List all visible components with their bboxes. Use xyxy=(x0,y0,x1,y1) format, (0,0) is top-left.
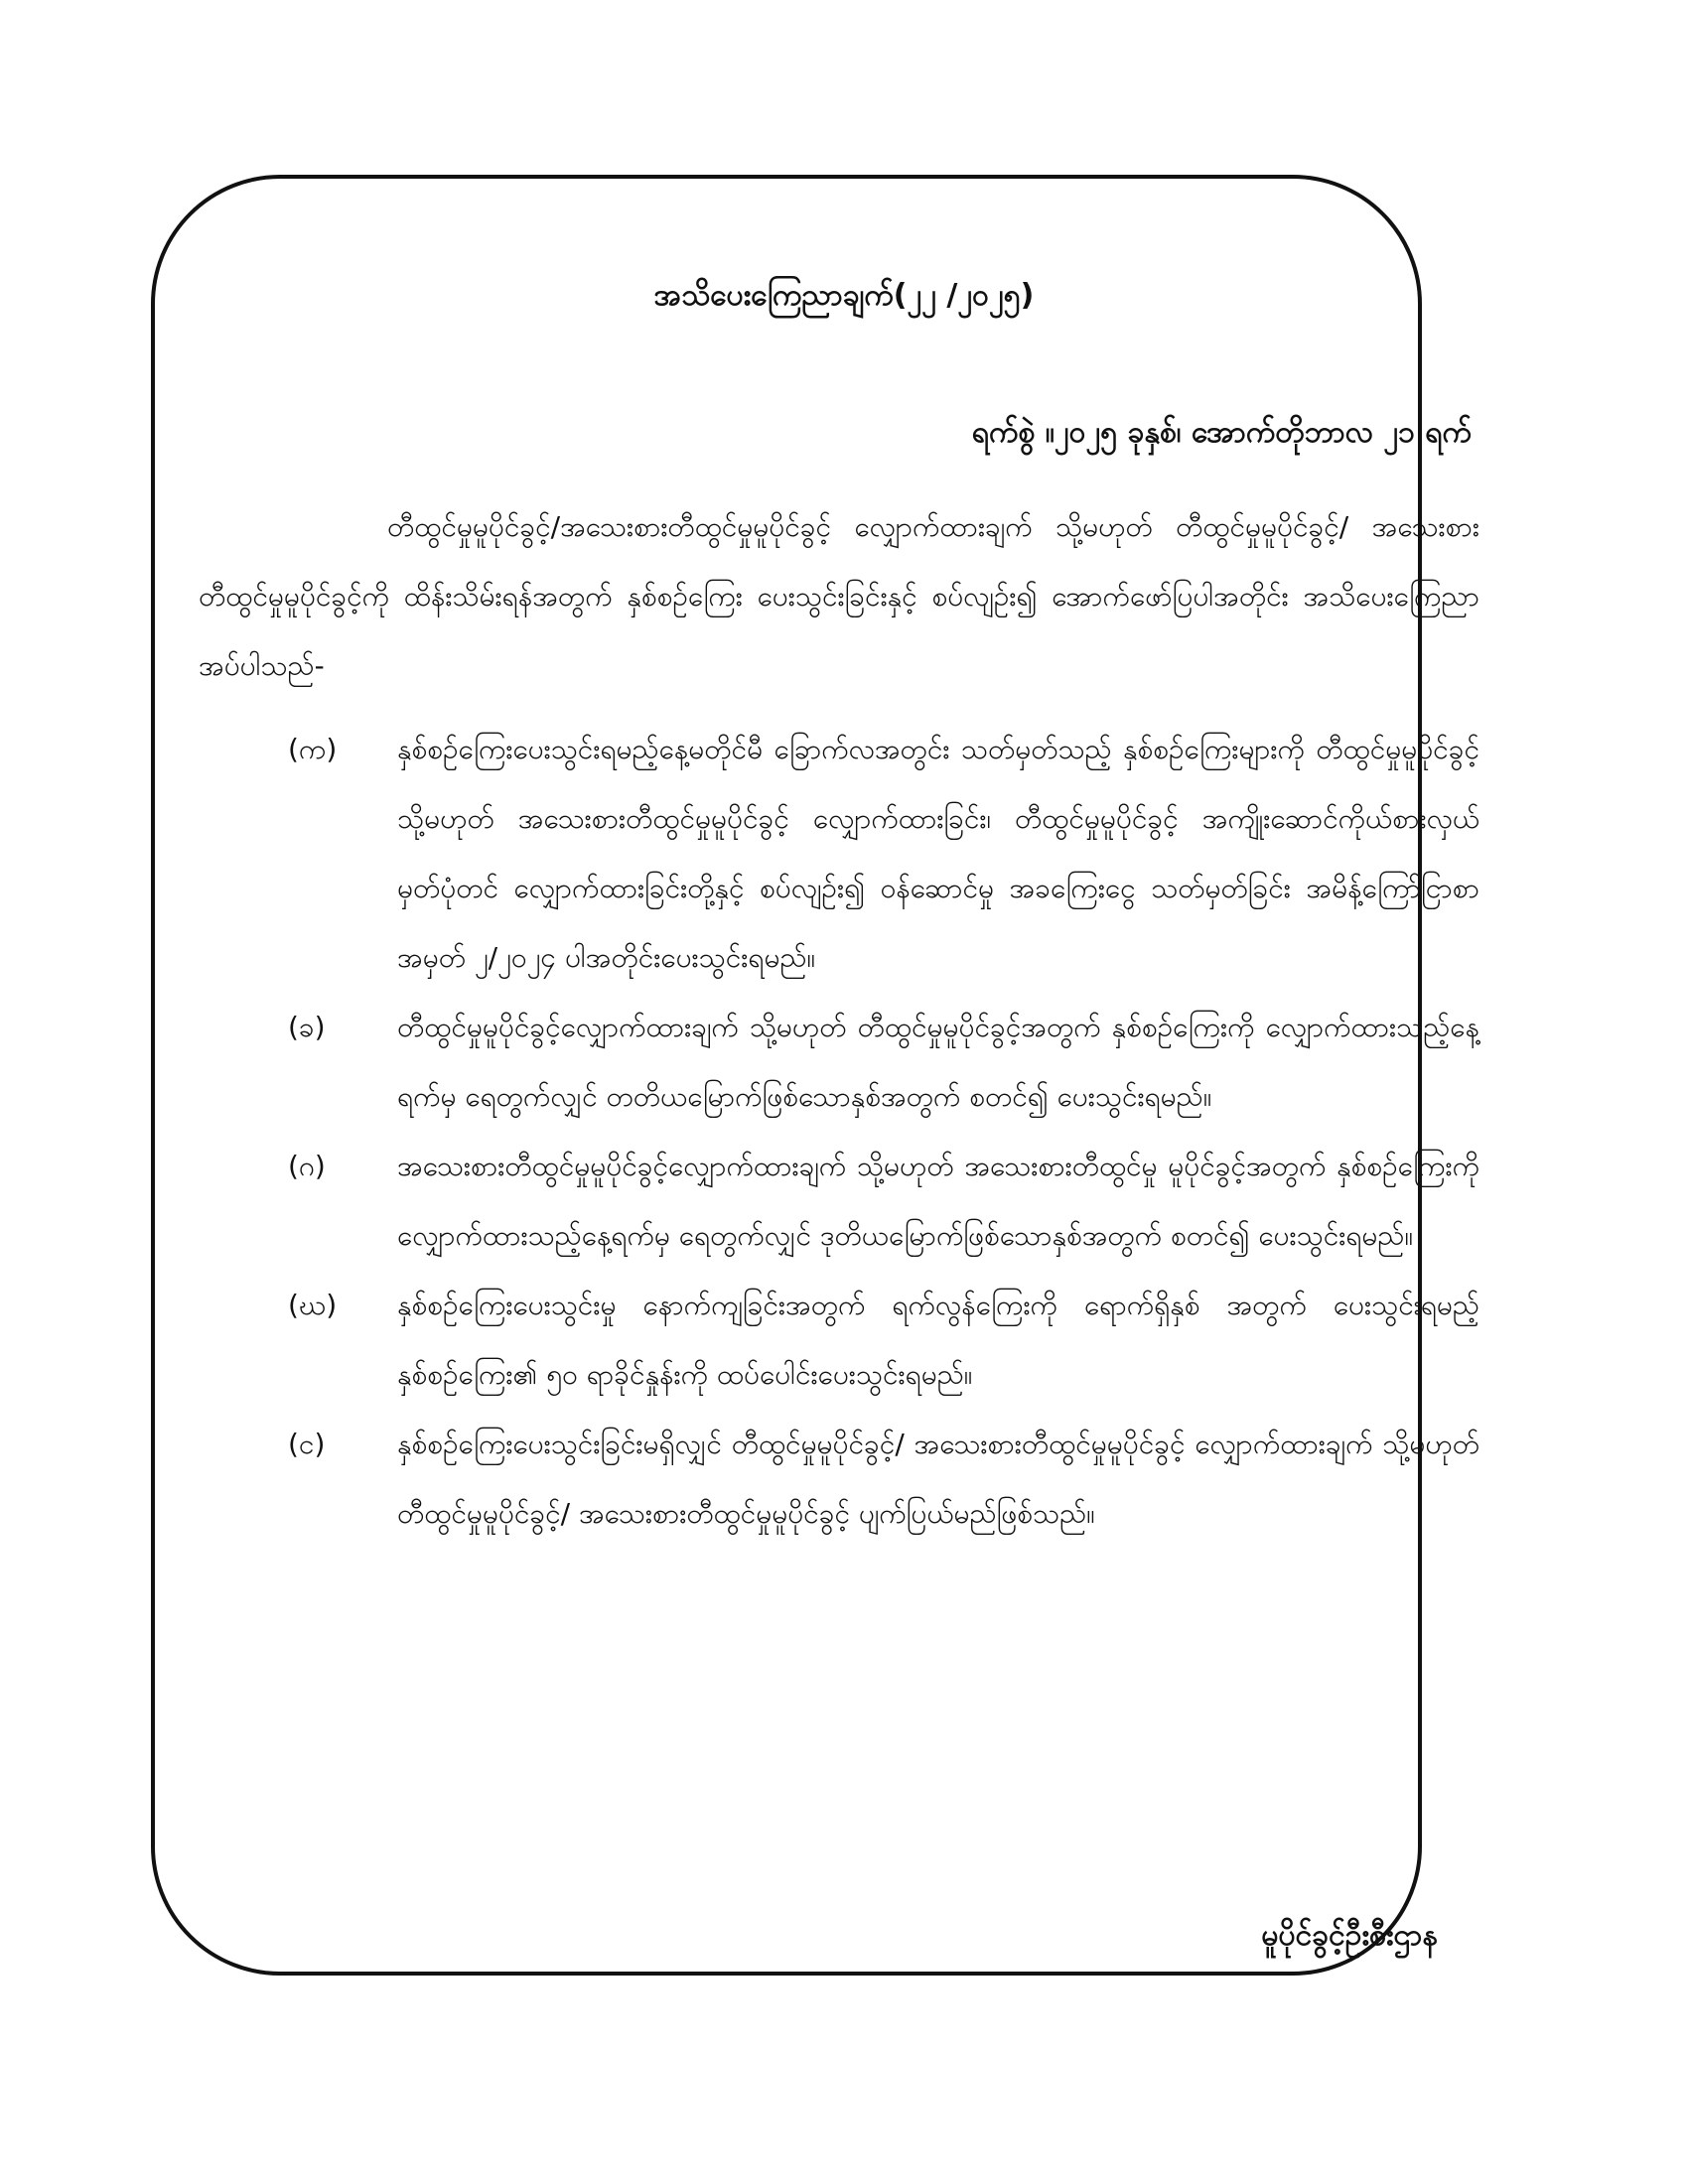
intro-paragraph: တီထွင်မှုမူပိုင်ခွင့်/အသေးစားတီထွင်မှုမူပိုင်ခွင့် လျှောက်ထားချက် သို့မဟုတ် တီထွင်မှုမူပိုင်ခွင့်/ အသေးစားတီထွင်မှုမူပိုင်ခွင့်ကို ထိန်းသိမ်းရန်အတွက် နှစ်စဉ်ကြေး ပေးသွင်းခြင်းနှင့် စပ်လျဉ်း၍ အောက်ဖော်ပြပါအတိုင်း အသိပေးကြေညာအပ်ပါသည်- xyxy=(199,510,1479,682)
list-item xyxy=(288,1132,1479,1271)
item-text: နှစ်စဉ်ကြေးပေးသွင်းရမည့်နေ့မတိုင်မီ ခြောက်လအတွင်း သတ်မှတ်သည့် နှစ်စဉ်ကြေးများကို တီထွင်မှုမူပိုင်ခွင့် သို့မဟုတ် အသေးစားတီထွင်မှုမူပိုင်ခွင့် လျှောက်ထားခြင်း၊ တီထွင်မှုမူပိုင်ခွင့် အကျိုးဆောင်ကိုယ်စားလှယ် မှတ်ပုံတင် လျှောက်ထားခြင်းတို့နှင့် စပ်လျဉ်း၍ ဝန်ဆောင်မှု အခကြေးငွေ သတ်မှတ်ခြင်း အမိန့်ကြော်ငြာစာအမှတ် ၂/၂၀၂၄ ပါအတိုင်းပေးသွင်းရမည်။ xyxy=(397,733,1479,974)
list-item xyxy=(288,993,1479,1132)
signature-department: မူပိုင်ခွင့်ဦးစီးဌာန xyxy=(1261,1918,1438,1953)
item-label: (က) xyxy=(288,733,338,765)
notice-date: ရက်စွဲ ။၂၀၂၅ ခုနှစ်၊ အောက်တိုဘာလ ၂၁ ရက် xyxy=(971,415,1472,450)
list-item xyxy=(288,1410,1479,1549)
item-label: (ခ) xyxy=(288,1011,326,1043)
notice-items-list xyxy=(288,715,1479,1549)
item-text: အသေးစားတီထွင်မှုမူပိုင်ခွင့်လျှောက်ထားချက် သို့မဟုတ် အသေးစားတီထွင်မှု မူပိုင်ခွင့်အတွက် နှစ်စဉ်ကြေးကို လျှောက်ထားသည့်နေ့ရက်မှ ရေတွက်လျှင် ဒုတိယမြောက်ဖြစ်သောနှစ်အတွက် စတင်၍ ပေးသွင်းရမည်။ xyxy=(397,1150,1479,1252)
list-item xyxy=(288,715,1479,993)
item-text: နှစ်စဉ်ကြေးပေးသွင်းခြင်းမရှိလျှင် တီထွင်မှုမူပိုင်ခွင့်/ အသေးစားတီထွင်မှုမူပိုင်ခွင့် လျှောက်ထားချက် သို့မဟုတ် တီထွင်မှုမူပိုင်ခွင့်/ အသေးစားတီထွင်မှုမူပိုင်ခွင့် ပျက်ပြယ်မည်ဖြစ်သည်။ xyxy=(397,1428,1479,1530)
list-item xyxy=(288,1271,1479,1410)
item-label: (ဃ) xyxy=(288,1289,338,1321)
item-text: တီထွင်မှုမူပိုင်ခွင့်လျှောက်ထားချက် သို့မဟုတ် တီထွင်မှုမူပိုင်ခွင့်အတွက် နှစ်စဉ်ကြေးကို လျှောက်ထားသည့်နေ့ရက်မှ ရေတွက်လျှင် တတိယမြောက်ဖြစ်သောနှစ်အတွက် စတင်၍ ပေးသွင်းရမည်။ xyxy=(397,1011,1479,1113)
item-label: (ဂ) xyxy=(288,1150,326,1182)
item-label: (င) xyxy=(288,1428,326,1460)
notice-title: အသိပေးကြေညာချက်(၂၂ /၂၀၂၅) xyxy=(653,278,1035,313)
item-text: နှစ်စဉ်ကြေးပေးသွင်းမှု နောက်ကျခြင်းအတွက် ရက်လွန်ကြေးကို ရောက်ရှိနှစ် အတွက် ပေးသွင်းရမည့် နှစ်စဉ်ကြေး၏ ၅၀ ရာခိုင်နှုန်းကို ထပ်ပေါင်းပေးသွင်းရမည်။ xyxy=(397,1289,1479,1391)
